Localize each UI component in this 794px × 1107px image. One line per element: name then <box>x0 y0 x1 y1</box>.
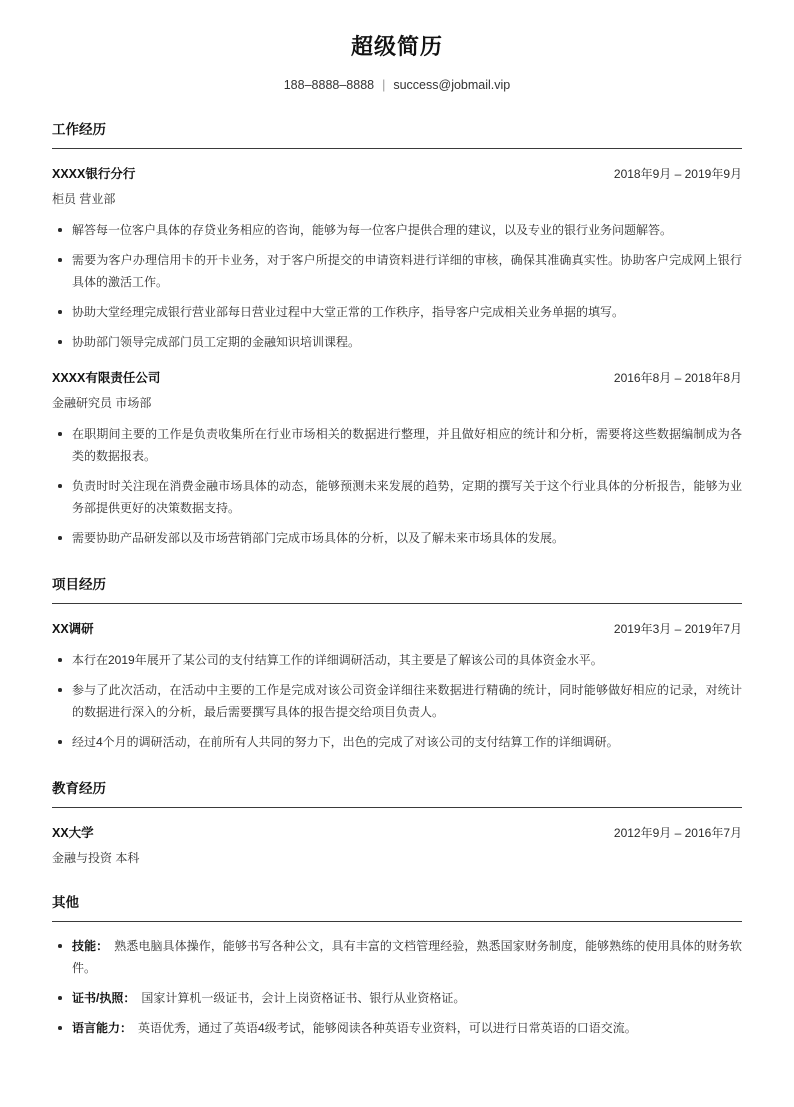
contact-line <box>52 76 742 94</box>
experience-entry <box>52 369 742 549</box>
contact-separator: | <box>382 78 386 92</box>
section-divider <box>52 603 742 604</box>
bullet-text: 熟悉电脑具体操作，能够书写各种公文，具有丰富的文档管理经验，熟悉国家财务制度，能够熟练的使用具体的财务软件。 <box>72 939 742 975</box>
list-item: 协助部门领导完成部门员工定期的金融知识培训课程。 <box>52 331 742 353</box>
bullet-label: 语言能力： <box>72 1021 133 1035</box>
bullet-text: 英语优秀，通过了英语4级考试，能够阅读各种英语专业资料，可以进行日常英语的口语交流。 <box>138 1021 637 1035</box>
entry-organization: XX大学 <box>52 826 94 840</box>
entry-date-range: 2018年9月 – 2019年9月 <box>613 167 742 181</box>
experience-entry <box>52 620 742 753</box>
page-title: 超级简历 <box>350 34 443 59</box>
entry-header <box>52 369 742 387</box>
entry-date-range: 2019年3月 – 2019年7月 <box>613 622 742 636</box>
resume-header <box>52 0 742 94</box>
section-title: 项目经历 <box>52 577 106 592</box>
section <box>52 120 742 549</box>
list-item: 解答每一位客户具体的存贷业务相应的咨询，能够为每一位客户提供合理的建议，以及专业的银行业务问题解答。 <box>52 219 742 241</box>
entry-header <box>52 165 742 183</box>
list-item: 经过4个月的调研活动，在前所有人共同的努力下，出色的完成了对该公司的支付结算工作的详细调研。 <box>52 731 742 753</box>
entry-subtitle: 金融与投资 本科 <box>52 851 140 865</box>
labeled-bullet-list <box>52 935 742 1039</box>
entry-organization: XXXX银行分行 <box>52 167 136 181</box>
experience-entry <box>52 824 742 867</box>
section-title: 教育经历 <box>52 781 106 796</box>
entry-subtitle: 柜员 营业部 <box>52 192 116 206</box>
list-item: 参与了此次活动，在活动中主要的工作是完成对该公司资金详细往来数据进行精确的统计，同时能够做好相应的记录，对统计的数据进行深入的分析，最后需要撰写具体的报告提交给项目负责人。 <box>52 679 742 723</box>
list-item: 需要协助产品研发部以及市场营销部门完成市场具体的分析，以及了解未来市场具体的发展。 <box>52 527 742 549</box>
list-item: 协助大堂经理完成银行营业部每日营业过程中大堂正常的工作秩序，指导客户完成相关业务单据的填写。 <box>52 301 742 323</box>
section <box>52 893 742 1039</box>
section-title: 其他 <box>52 895 79 910</box>
entry-bullet-list <box>52 219 742 353</box>
list-item: 负责时时关注现在消费金融市场具体的动态，能够预测未来发展的趋势，定期的撰写关于这个行业具体的分析报告，能够为业务部提供更好的决策数据支持。 <box>52 475 742 519</box>
entry-subtitle: 金融研究员 市场部 <box>52 396 152 410</box>
section <box>52 575 742 753</box>
section <box>52 779 742 867</box>
phone-number: 188–8888–8888 <box>283 78 375 92</box>
bullet-label: 技能： <box>72 939 109 953</box>
entry-bullet-list <box>52 649 742 753</box>
section-divider <box>52 921 742 922</box>
section-divider <box>52 148 742 149</box>
bullet-label: 证书/执照： <box>72 991 136 1005</box>
entry-header <box>52 620 742 638</box>
list-item: 需要为客户办理信用卡的开卡业务，对于客户所提交的申请资料进行详细的审核，确保其准确真实性。协助客户完成网上银行具体的激活工作。 <box>52 249 742 293</box>
list-item <box>52 987 742 1009</box>
entry-date-range: 2016年8月 – 2018年8月 <box>613 371 742 385</box>
entry-organization: XX调研 <box>52 622 94 636</box>
entry-bullet-list <box>52 423 742 549</box>
list-item: 在职期间主要的工作是负责收集所在行业市场相关的数据进行整理，并且做好相应的统计和分析，需要将这些数据编制成为各类的数据报表。 <box>52 423 742 467</box>
section-divider <box>52 807 742 808</box>
entry-date-range: 2012年9月 – 2016年7月 <box>613 826 742 840</box>
bullet-text: 国家计算机一级证书，会计上岗资格证书、银行从业资格证。 <box>141 991 466 1005</box>
email-address: success@jobmail.vip <box>393 78 511 92</box>
resume-sections <box>52 120 742 1039</box>
section-title: 工作经历 <box>52 122 106 137</box>
entry-organization: XXXX有限责任公司 <box>52 371 161 385</box>
list-item: 本行在2019年展开了某公司的支付结算工作的详细调研活动，其主要是了解该公司的具体资金水平。 <box>52 649 742 671</box>
list-item <box>52 935 742 979</box>
experience-entry <box>52 165 742 353</box>
entry-header <box>52 824 742 842</box>
list-item <box>52 1017 742 1039</box>
